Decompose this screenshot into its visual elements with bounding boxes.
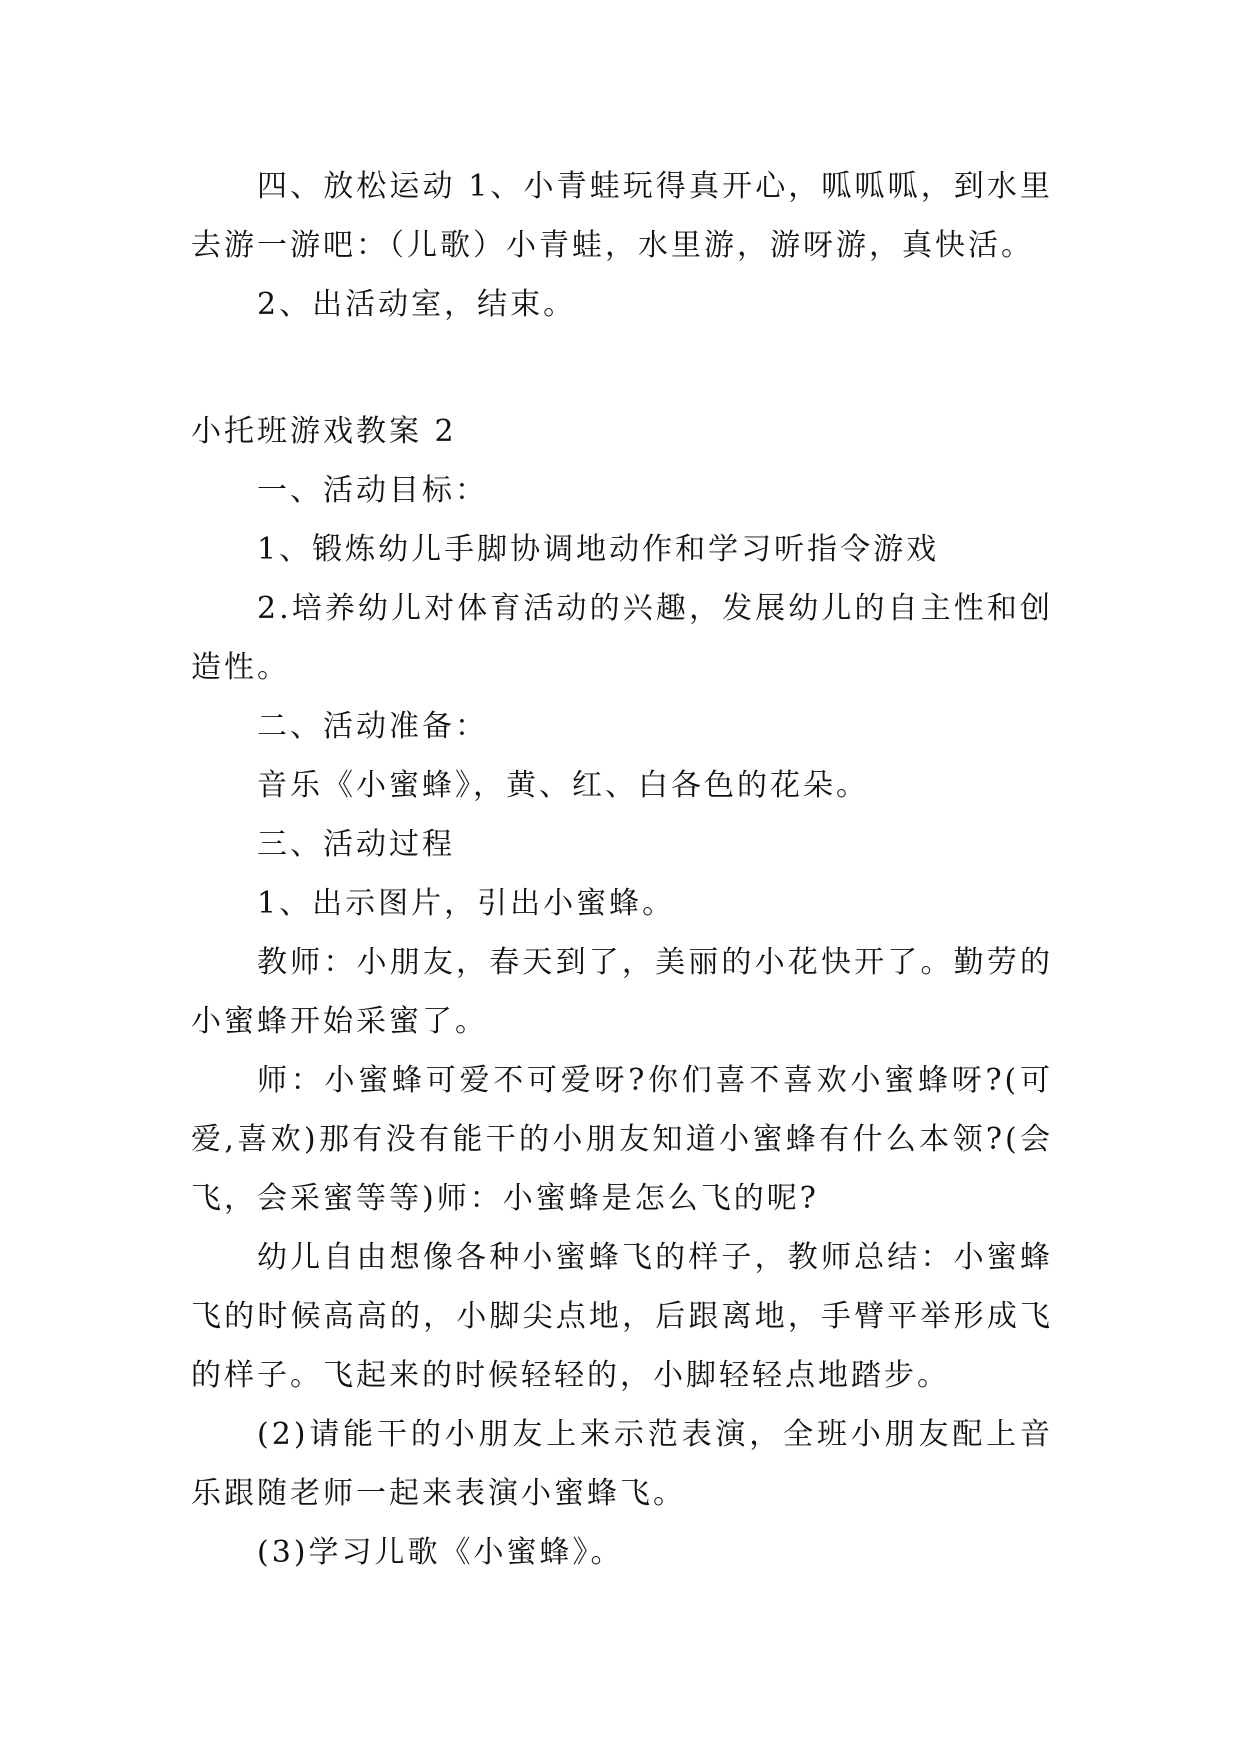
paragraph-relaxation-exercise: 四、放松运动 1、小青蛙玩得真开心，呱呱呱，到水里去游一游吧：（儿歌）小青蛙，水里游，游呀游，真快活。 [191, 169, 1053, 263]
paragraph-step-3: (3)学习儿歌《小蜜蜂》。 [257, 1535, 624, 1570]
paragraph-step-2: (2)请能干的小朋友上来示范表演，全班小朋友配上音乐跟随老师一起来表演小蜜蜂飞。 [191, 1417, 1053, 1511]
heading-activity-preparation: 二、活动准备： [257, 709, 488, 744]
heading-activity-process: 三、活动过程 [257, 827, 455, 862]
paragraph-children-imagine: 幼儿自由想像各种小蜜蜂飞的样子，教师总结：小蜜蜂飞的时候高高的，小脚尖点地，后跟离地，手臂平举形成飞的样子。飞起来的时候轻轻的，小脚轻轻点地踏步。 [191, 1240, 1053, 1393]
paragraph-teacher-questions: 师：小蜜蜂可爱不可爱呀?你们喜不喜欢小蜜蜂呀?(可爱,喜欢)那有没有能干的小朋友知道小蜜蜂有什么本领?(会飞，会采蜜等等)师：小蜜蜂是怎么飞的呢? [191, 1063, 1053, 1216]
document-body [191, 157, 1053, 1582]
heading-activity-goals: 一、活动目标： [257, 473, 488, 508]
paragraph-goal-1: 1、锻炼幼儿手脚协调地动作和学习听指令游戏 [257, 532, 940, 567]
section-title-lesson-plan-2: 小托班游戏教案 2 [191, 414, 457, 449]
paragraph-goal-2: 2.培养幼儿对体育活动的兴趣，发展幼儿的自主性和创造性。 [191, 591, 1053, 685]
paragraph-materials: 音乐《小蜜蜂》，黄、红、白各色的花朵。 [257, 768, 869, 803]
paragraph-step-1: 1、出示图片，引出小蜜蜂。 [257, 886, 676, 921]
paragraph-leave-room: 2、出活动室，结束。 [257, 287, 577, 322]
paragraph-teacher-intro: 教师：小朋友，春天到了，美丽的小花快开了。勤劳的小蜜蜂开始采蜜了。 [191, 945, 1053, 1039]
